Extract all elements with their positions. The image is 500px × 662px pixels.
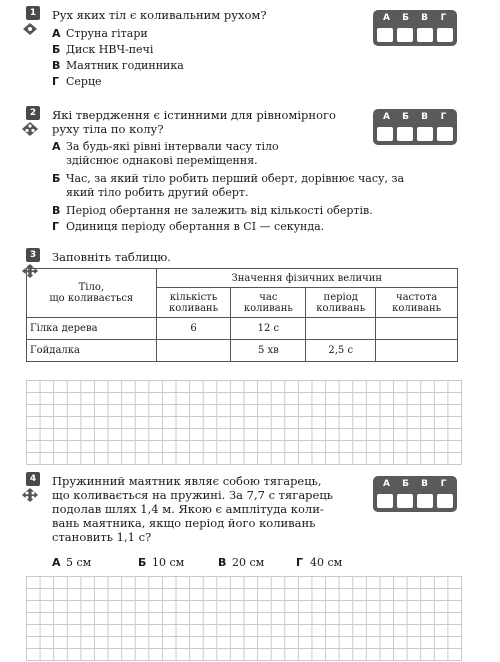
question-2-option-a: А За будь-які рівні інтервали часу тіло <box>52 140 279 153</box>
question-4-option-c: В 20 см <box>218 556 265 569</box>
table-cell-time[interactable]: 12 с <box>231 318 306 340</box>
answer-cell-b[interactable] <box>397 127 413 141</box>
answer-cell-c[interactable] <box>417 28 433 42</box>
answer-cell-a[interactable] <box>377 28 393 42</box>
question-4-text-line-5: становить 1,1 с? <box>52 530 152 544</box>
answer-letter-d: Г <box>440 112 447 122</box>
table-cell-time[interactable]: 5 хв <box>231 340 306 362</box>
question-4-option-b: Б 10 см <box>138 556 185 569</box>
answer-letter-d: Г <box>440 13 447 23</box>
question-1-option-c: В Маятник годинника <box>52 59 184 72</box>
table-header-body: Тіло, що коливається <box>27 269 157 318</box>
table-cell-period[interactable] <box>306 318 376 340</box>
question-4-answer-box <box>373 476 457 512</box>
answer-letter-c: В <box>421 112 428 122</box>
question-3-text: Заповніть таблицю. <box>52 250 171 264</box>
answer-letter-c: В <box>421 479 428 489</box>
table-header-period: період коливань <box>306 288 376 318</box>
question-4-number: 4 <box>26 472 40 486</box>
table-cell-body: Гілка дерева <box>27 318 157 340</box>
difficulty-diamond-icon <box>20 22 40 36</box>
question-2-option-b: Б Час, за який тіло робить перший оберт, дорівнює часу, за <box>52 172 405 185</box>
question-4-text-line-3: подолав шлях 1,4 м. Якою є амплітуда коли- <box>52 502 324 516</box>
table-cell-count[interactable]: 6 <box>156 318 231 340</box>
question-4-option-a: А 5 см <box>52 556 92 569</box>
difficulty-dots-icon <box>20 122 40 136</box>
question-1-answer-box <box>373 10 457 46</box>
answer-cell-a[interactable] <box>377 127 393 141</box>
answer-cell-a[interactable] <box>377 494 393 508</box>
question-1-option-d: Г Серце <box>52 75 102 88</box>
answer-letter-a: А <box>383 479 390 489</box>
question-1-text: Рух яких тіл є коливальним рухом? <box>52 8 267 22</box>
question-2-answer-box <box>373 109 457 145</box>
answer-letter-d: Г <box>440 479 447 489</box>
answer-letter-a: А <box>383 112 390 122</box>
question-2-option-c: В Період обертання не залежить від кількості обертів. <box>52 204 373 217</box>
answer-cell-d[interactable] <box>437 127 453 141</box>
question-2-option-a-cont: здійснює однакові переміщення. <box>66 154 258 167</box>
table-header-frequency: частота коливань <box>376 288 458 318</box>
answer-letter-a: А <box>383 13 390 23</box>
table-cell-frequency[interactable] <box>376 318 458 340</box>
physics-values-table <box>26 268 458 362</box>
answer-grid-q3[interactable] <box>26 380 462 465</box>
answer-cell-b[interactable] <box>397 494 413 508</box>
table-header-count: кількість коливань <box>156 288 231 318</box>
question-4-option-d: Г 40 см <box>296 556 343 569</box>
question-3-number: 3 <box>26 248 40 262</box>
question-2-option-b-cont: який тіло робить другий оберт. <box>66 186 249 199</box>
answer-cell-d[interactable] <box>437 494 453 508</box>
answer-letter-c: В <box>421 13 428 23</box>
answer-letter-b: Б <box>402 13 409 23</box>
question-1-number: 1 <box>26 6 40 20</box>
table-row <box>27 318 458 340</box>
question-4-text-line-4: вань маятника, якщо період його коливань <box>52 516 316 530</box>
question-4-text-line-2: що коливається на пружині. За 7,7 с тягарець <box>52 488 334 502</box>
table-cell-period[interactable]: 2,5 с <box>306 340 376 362</box>
question-2-text-line-2: руху тіла по колу? <box>52 122 164 136</box>
question-2-number: 2 <box>26 106 40 120</box>
answer-cell-c[interactable] <box>417 494 433 508</box>
difficulty-dots-icon <box>20 488 40 502</box>
question-2-text-line-1: Які твердження є істинними для рівномірного <box>52 108 336 122</box>
question-1-option-a: А Струна гітари <box>52 27 148 40</box>
answer-cell-b[interactable] <box>397 28 413 42</box>
table-cell-frequency[interactable] <box>376 340 458 362</box>
table-cell-body: Гойдалка <box>27 340 157 362</box>
table-row <box>27 340 458 362</box>
answer-cell-c[interactable] <box>417 127 433 141</box>
answer-cell-d[interactable] <box>437 28 453 42</box>
answer-letter-b: Б <box>402 479 409 489</box>
question-1-option-b: Б Диск НВЧ-печі <box>52 43 154 56</box>
table-header-group: Значення фізичних величин <box>156 269 457 288</box>
question-4-text-line-1: Пружинний маятник являє собою тягарець, <box>52 474 322 488</box>
table-header-time: час коливань <box>231 288 306 318</box>
answer-grid-q4[interactable] <box>26 576 462 661</box>
table-cell-count[interactable] <box>156 340 231 362</box>
answer-letter-b: Б <box>402 112 409 122</box>
question-2-option-d: Г Одиниця періоду обертання в СІ — секунда. <box>52 220 325 233</box>
